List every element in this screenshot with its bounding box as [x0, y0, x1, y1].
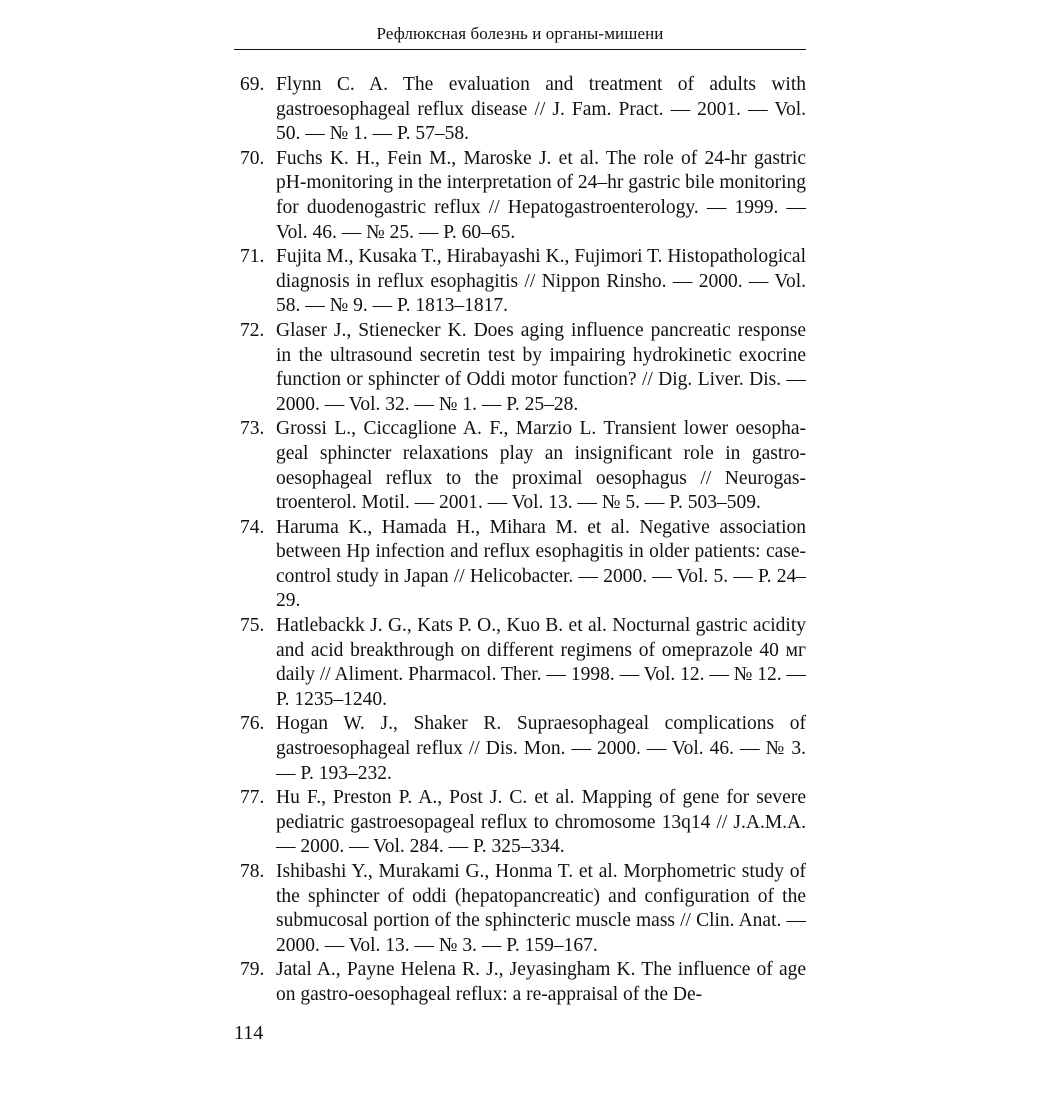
reference-number: 69.	[240, 74, 265, 95]
reference-list	[234, 73, 806, 1008]
reference-text: Fuchs K. H., Fein M., Maroske J. et al. The role of 24-hr gastric pH-monitoring in the interpretation of 24–hr gastric bile monitoring for duodenogastric reflux // Hepatogastroenterology. — 1999. — Vol. 46. — № 25. — P. 60–65.	[276, 147, 806, 243]
reference-item	[234, 860, 806, 958]
reference-text: Hogan W. J., Shaker R. Supraesophageal complications of gastroesophageal reflux // Dis. Mon. — 2000. — Vol. 46. — № 3. — P. 193–232.	[276, 713, 806, 784]
reference-number: 71.	[240, 246, 265, 268]
reference-item	[234, 614, 806, 712]
reference-item	[234, 958, 806, 1007]
running-title: Рефлюксная болезнь и органы-мишени	[376, 24, 664, 43]
reference-text: Flynn C. A. The evaluation and treatment of adults with gastroesophageal reflux disease // J. Fam. Pract. — 2001. — Vol. 50. — № 1. — P. 57–58.	[276, 74, 806, 145]
reference-item	[234, 417, 806, 515]
reference-text: Ishibashi Y., Murakami G., Honma T. et al. Morphometric study of the sphincter of oddi (hepatopancreatic) and configuration of the submucosal portion of the sphincteric muscle mass // Clin. Anat. — 2000. — Vol. 13. — № 3. — P. 159–167.	[276, 861, 806, 956]
reference-number: 72.	[240, 319, 265, 341]
reference-number: 79.	[240, 959, 265, 981]
reference-text: Hu F., Preston P. A., Post J. C. et al. Mapping of gene for severe pediatric gastroesopageal reflux to chromosome 13q14 // J.A.M.A. — 2000. — Vol. 284. — P. 325–334.	[276, 787, 806, 858]
reference-number: 70.	[240, 147, 265, 169]
reference-number: 77.	[240, 787, 265, 809]
reference-number: 74.	[240, 516, 265, 538]
reference-number: 73.	[240, 418, 265, 440]
reference-text: Grossi L., Ciccaglione A. F., Marzio L. Transient lower oesophageal sphincter relaxations play an insignificant role in gastro-oesophageal reflux to the proximal oesophagus // Neurogastroenterol. Motil. — 2001. — Vol. 13. — № 5. — P. 503–509.	[276, 418, 806, 514]
reference-item	[234, 516, 806, 614]
header-rule	[234, 49, 806, 50]
reference-number: 78.	[240, 861, 265, 882]
reference-item	[234, 712, 806, 786]
page-number: 114	[234, 1022, 264, 1044]
reference-item	[234, 73, 806, 147]
reference-text: Hatlebackk J. G., Kats P. O., Kuo B. et al. Nocturnal gastric acidity and acid breakthrough on different regimens of omeprazole 40 мг daily // Aliment. Pharmacol. Ther. — 1998. — Vol. 12. — № 12. — P. 1235–1240.	[276, 615, 806, 710]
reference-number: 76.	[240, 713, 265, 735]
reference-number: 75.	[240, 615, 265, 637]
reference-item	[234, 147, 806, 245]
reference-text: Fujita M., Kusaka T., Hirabayashi K., Fujimori T. Histopathological diagnosis in reflux esophagitis // Nippon Rinsho. — 2000. — Vol. 58. — № 9. — P. 1813–1817.	[276, 246, 806, 317]
reference-text: Glaser J., Stienecker K. Does aging influence pancreatic response in the ultrasound secretin test by impairing hydrokinetic exocrine function or sphincter of Oddi motor function? // Dig. Liver. Dis. — 2000. — Vol. 32. — № 1. — P. 25–28.	[276, 319, 806, 415]
reference-text: Haruma K., Hamada H., Mihara M. et al. Negative association between Hp infection and reflux esophagitis in older patients: case-control study in Japan // Helicobacter. — 2000. — Vol. 5. — P. 24–29.	[276, 516, 806, 612]
reference-item	[234, 319, 806, 417]
reference-item	[234, 786, 806, 860]
reference-item	[234, 245, 806, 319]
reference-text: Jatal A., Payne Helena R. J., Jeyasingham K. The influence of age on gastro-oesophageal reflux: a re-appraisal of the De-	[276, 959, 806, 1005]
